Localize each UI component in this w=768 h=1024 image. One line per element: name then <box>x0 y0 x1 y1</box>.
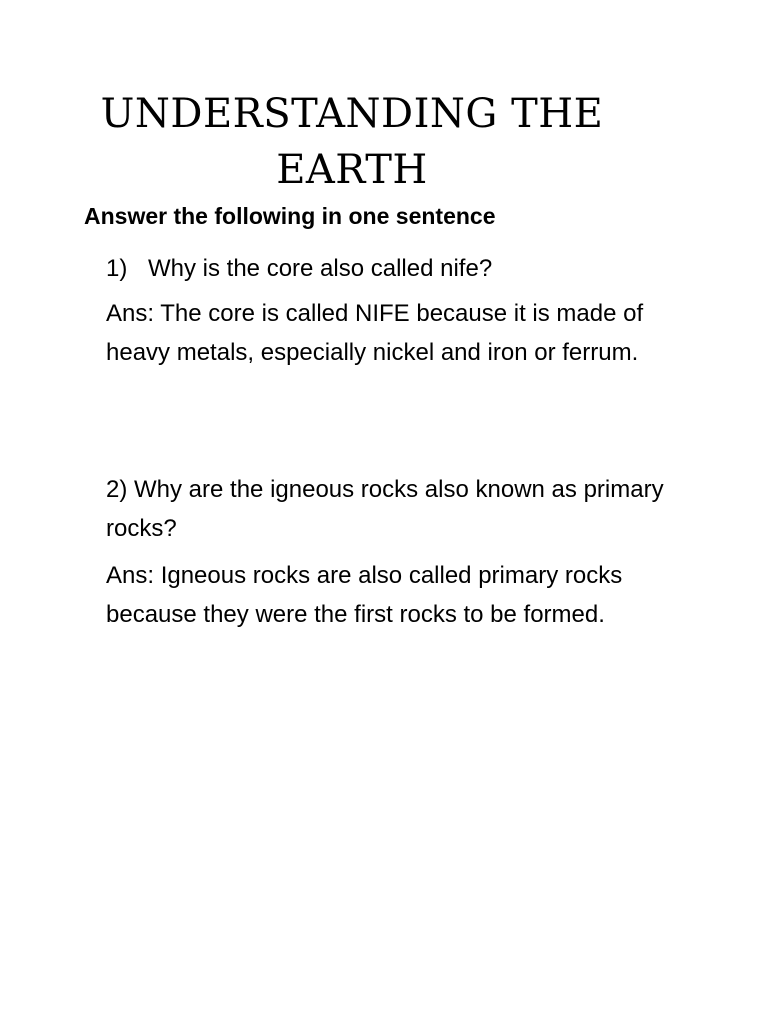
question-2: 2) Why are the igneous rocks also known as primary rocks? <box>106 476 664 542</box>
instruction-heading: Answer the following in one sentence <box>84 203 496 229</box>
title-line-1: UNDERSTANDING THE <box>100 91 604 137</box>
answer-2: Ans: Igneous rocks are also called primary rocks because they were the first rocks to be formed. <box>106 562 623 628</box>
page-title <box>0 86 704 198</box>
question-1 <box>106 249 706 288</box>
question-1-number: 1) <box>106 255 128 282</box>
answer-1: Ans: The core is called NIFE because it is made of heavy metals, especially nickel and iron or ferrum. <box>106 300 644 366</box>
title-line-2: EARTH <box>276 147 428 193</box>
question-1-text: Why is the core also called nife? <box>148 255 493 282</box>
